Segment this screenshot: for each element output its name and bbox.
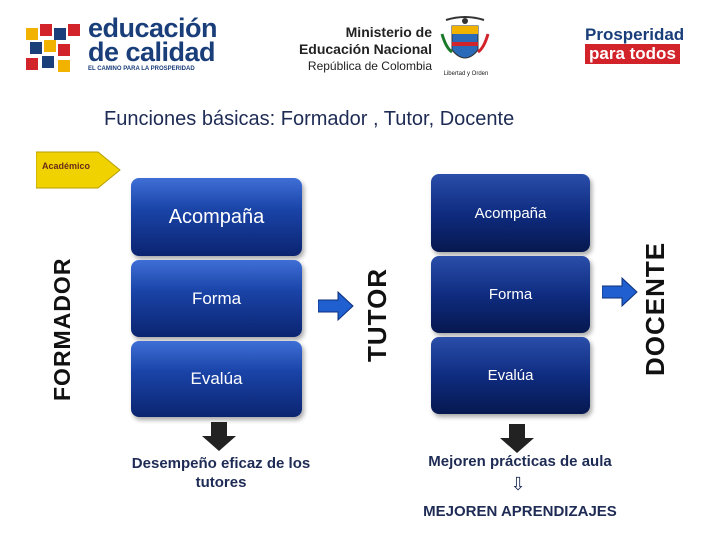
brand-line2: de calidad bbox=[88, 37, 216, 67]
ministry-line3: República de Colombia bbox=[307, 59, 432, 73]
tutor-box-evalua: Evalúa bbox=[431, 337, 590, 414]
prosperity-line2: para todos bbox=[585, 44, 680, 64]
page-title: Funciones básicas: Formador , Tutor, Docente bbox=[104, 108, 515, 130]
final-outcome: MEJOREN APRENDIZAJES bbox=[423, 503, 617, 520]
right-arrow-icon bbox=[318, 290, 354, 322]
hollow-down-arrow-icon: ⇩ bbox=[510, 474, 526, 494]
colorful-cubes-icon bbox=[24, 22, 84, 74]
tutor-outcome: Mejoren prácticas de aula bbox=[428, 453, 612, 470]
formador-label: FORMADOR bbox=[49, 257, 75, 401]
prosperity-line1: Prosperidad bbox=[585, 25, 685, 44]
tutor-box-forma: Forma bbox=[431, 256, 590, 333]
colombia-crest-icon bbox=[438, 14, 492, 76]
formador-box-evalua: Evalúa bbox=[131, 341, 302, 417]
formador-outcome: Desempeño eficaz de los tutores bbox=[131, 455, 311, 491]
down-arrow-icon bbox=[499, 424, 535, 454]
right-arrow-icon bbox=[602, 276, 638, 308]
educacion-de-calidad-logo bbox=[24, 14, 220, 76]
ministry-line1: Ministerio de bbox=[345, 24, 432, 40]
prosperidad-logo bbox=[585, 26, 685, 66]
formador-box-forma: Forma bbox=[131, 260, 302, 337]
tutor-box-acompana: Acompaña bbox=[431, 174, 590, 252]
ministry-label bbox=[292, 24, 432, 74]
brand-line1: educación bbox=[88, 13, 218, 43]
formador-box-acompana: Acompaña bbox=[131, 178, 302, 256]
docente-label: DOCENTE bbox=[640, 241, 670, 376]
tag-label: Académico bbox=[42, 161, 91, 171]
ministry-line2: Educación Nacional bbox=[298, 41, 432, 57]
brand-tagline: EL CAMINO PARA LA PROSPERIDAD bbox=[88, 66, 195, 72]
academico-tag-arrow bbox=[36, 150, 122, 190]
down-arrow-icon bbox=[201, 422, 237, 452]
crest-caption: Libertad y Orden bbox=[443, 71, 489, 77]
tutor-label: TUTOR bbox=[362, 267, 392, 362]
